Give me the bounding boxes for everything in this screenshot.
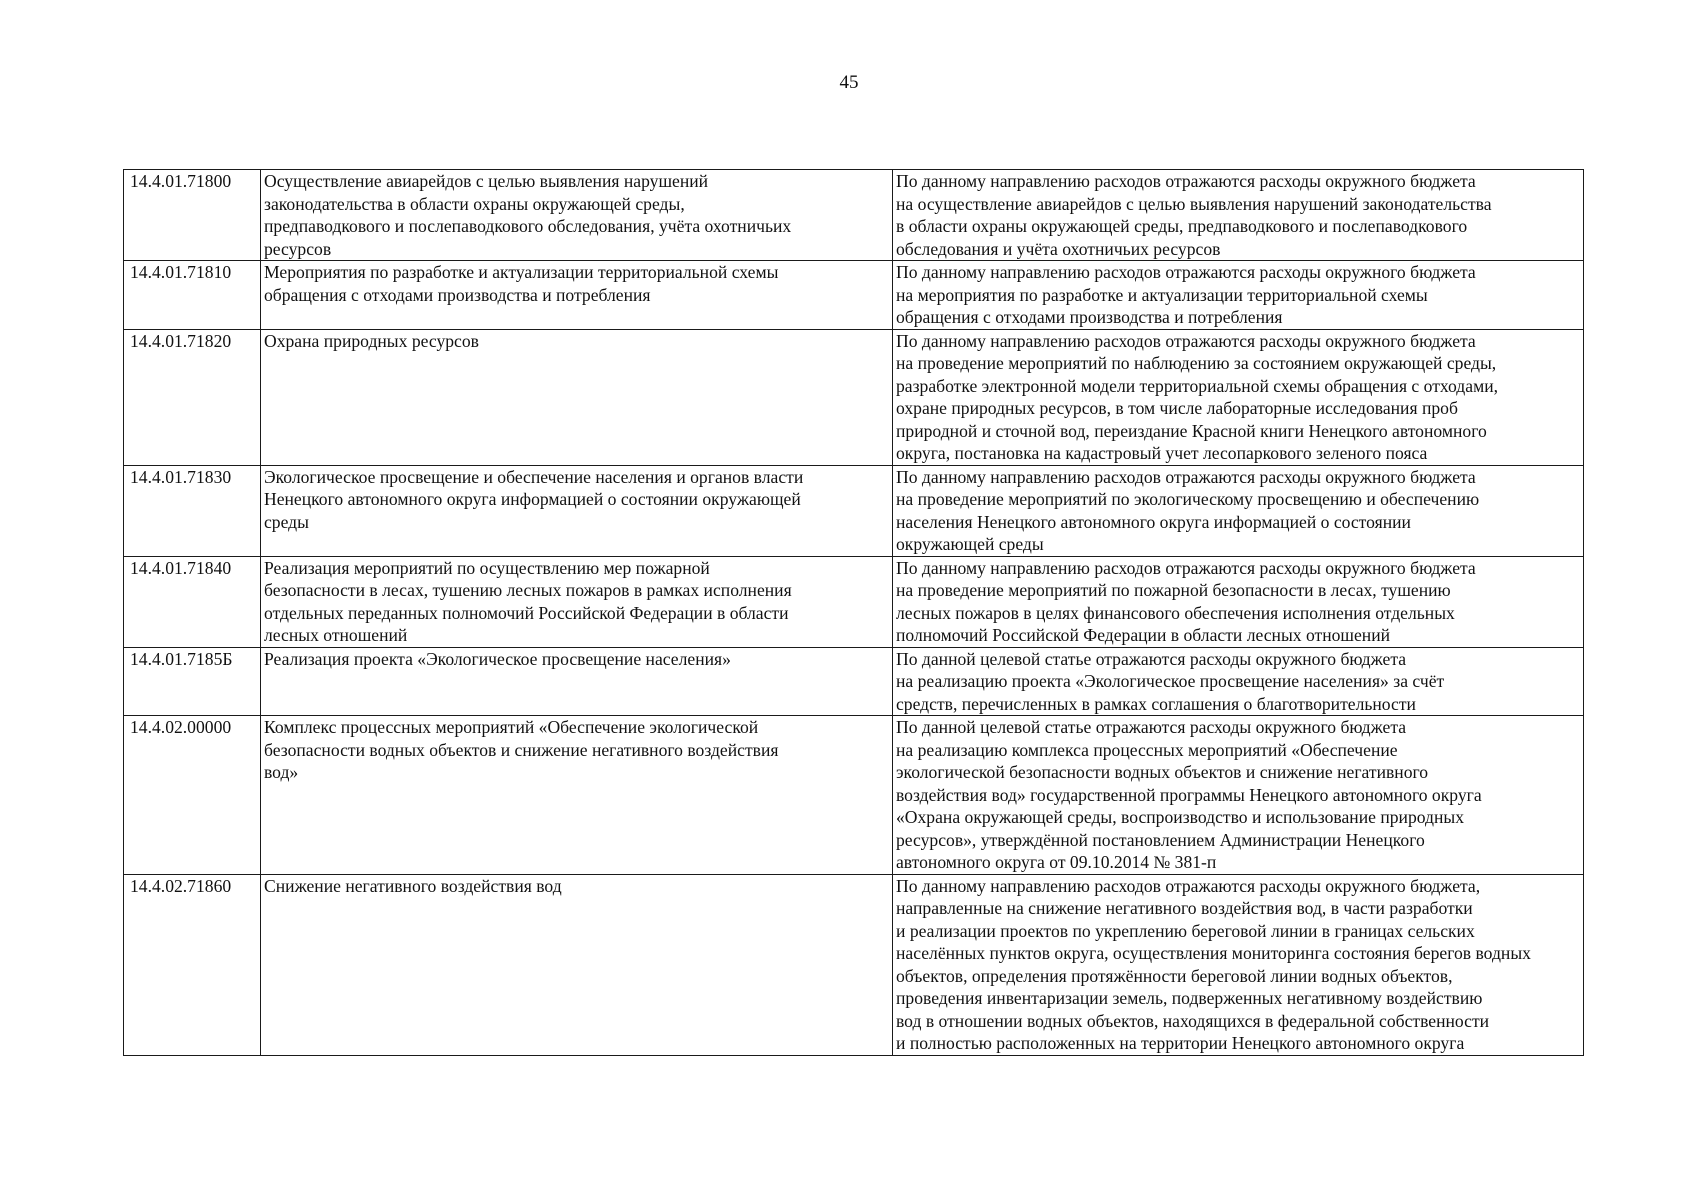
row-code: 14.4.01.71800 (124, 170, 261, 261)
row-description: По данному направлению расходов отражаются расходы окружного бюджета на проведение мероприятий по пожарной безопасности в лесах, тушению лесных пожаров в целях финансового обеспечения исполнения отдельных полномочий Российской Федерации в области лесных отношений (893, 556, 1584, 647)
budget-classification-table (123, 169, 1584, 1056)
table-row (124, 556, 1584, 647)
row-code: 14.4.01.71810 (124, 261, 261, 330)
row-description: По данному направлению расходов отражаются расходы окружного бюджета на проведение мероприятий по наблюдению за состоянием окружающей среды, разработке электронной модели территориальной схемы обращения с отходами, охране природных ресурсов, в том числе лабораторные исследования проб природной и сточной вод, переиздание Красной книги Ненецкого автономного округа, постановка на кадастровый учет лесопаркового зеленого пояса (893, 329, 1584, 465)
table-row (124, 329, 1584, 465)
table-row (124, 716, 1584, 875)
row-name: Охрана природных ресурсов (261, 329, 893, 465)
row-description: По данному направлению расходов отражаются расходы окружного бюджета на мероприятия по разработке и актуализации территориальной схемы обращения с отходами производства и потребления (893, 261, 1584, 330)
row-name: Мероприятия по разработке и актуализации территориальной схемы обращения с отходами производства и потребления (261, 261, 893, 330)
row-name: Комплекс процессных мероприятий «Обеспечение экологической безопасности водных объектов и снижение негативного воздействия вод» (261, 716, 893, 875)
row-name: Реализация проекта «Экологическое просвещение населения» (261, 647, 893, 716)
row-name: Реализация мероприятий по осуществлению мер пожарной безопасности в лесах, тушению лесных пожаров в рамках исполнения отдельных переданных полномочий Российской Федерации в области лесных отношений (261, 556, 893, 647)
table-row (124, 647, 1584, 716)
row-code: 14.4.02.71860 (124, 874, 261, 1055)
row-code: 14.4.01.71820 (124, 329, 261, 465)
table-row (124, 465, 1584, 556)
row-code: 14.4.01.71830 (124, 465, 261, 556)
row-code: 14.4.01.71840 (124, 556, 261, 647)
table-row (124, 170, 1584, 261)
row-name: Экологическое просвещение и обеспечение населения и органов власти Ненецкого автономного округа информацией о состоянии окружающей среды (261, 465, 893, 556)
table-row (124, 261, 1584, 330)
row-description: По данному направлению расходов отражаются расходы окружного бюджета на проведение мероприятий по экологическому просвещению и обеспечению населения Ненецкого автономного округа информацией о состоянии окружающей среды (893, 465, 1584, 556)
page-number: 45 (839, 72, 859, 93)
row-description: По данному направлению расходов отражаются расходы окружного бюджета, направленные на снижение негативного воздействия вод, в части разработки и реализации проектов по укреплению береговой линии в границах сельских населённых пунктов округа, осуществления мониторинга состояния берегов водных объектов, определения протяжённости береговой линии водных объектов, проведения инвентаризации земель, подверженных негативному воздействию вод в отношении водных объектов, находящихся в федеральной собственности и полностью расположенных на территории Ненецкого автономного округа (893, 874, 1584, 1055)
table-row (124, 874, 1584, 1055)
row-description: По данной целевой статье отражаются расходы окружного бюджета на реализацию комплекса процессных мероприятий «Обеспечение экологической безопасности водных объектов и снижение негативного воздействия вод» государственной программы Ненецкого автономного округа «Охрана окружающей среды, воспроизводство и использование природных ресурсов», утверждённой постановлением Администрации Ненецкого автономного округа от 09.10.2014 № 381-п (893, 716, 1584, 875)
row-description: По данной целевой статье отражаются расходы окружного бюджета на реализацию проекта «Экологическое просвещение населения» за счёт средств, перечисленных в рамках соглашения о благотворительности (893, 647, 1584, 716)
row-name: Осуществление авиарейдов с целью выявления нарушений законодательства в области охраны окружающей среды, предпаводкового и послепаводкового обследования, учёта охотничьих ресурсов (261, 170, 893, 261)
row-name: Снижение негативного воздействия вод (261, 874, 893, 1055)
row-code: 14.4.01.7185Б (124, 647, 261, 716)
row-code: 14.4.02.00000 (124, 716, 261, 875)
row-description: По данному направлению расходов отражаются расходы окружного бюджета на осуществление авиарейдов с целью выявления нарушений законодательства в области охраны окружающей среды, предпаводкового и послепаводкового обследования и учёта охотничьих ресурсов (893, 170, 1584, 261)
